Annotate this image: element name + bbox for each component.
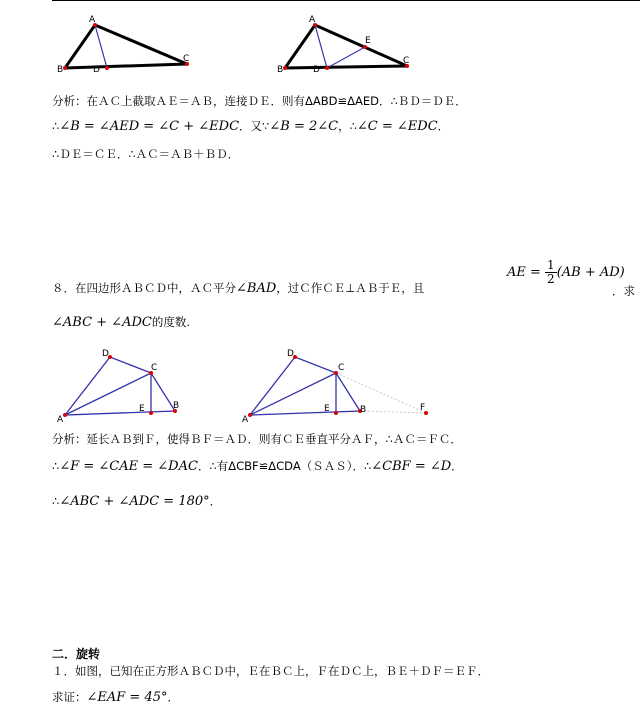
analysis1-line3: ∴ＤＥ＝ＣＥ．∴ＡＣ＝ＡＢ＋ＢＤ．	[52, 147, 240, 161]
label-c: C	[183, 54, 190, 64]
top-rule	[52, 0, 640, 1]
label-a: A	[242, 415, 249, 424]
label-d: D	[313, 65, 320, 75]
label-b: B	[360, 405, 367, 415]
label-e: E	[139, 404, 145, 414]
problem8-line2: ∠ABC + ∠ADC的度数.	[52, 315, 190, 330]
problem8-text: ８．在四边形ＡＢＣＤ中，ＡＣ平分∠BAD，过Ｃ作ＣＥ⊥ＡＢ于Ｅ，且	[52, 281, 425, 296]
analysis2-line1: 分析：延长ＡＢ到Ｆ，使得ＢＦ＝ＡＤ．则有ＣＥ垂直平分ＡＦ，∴ＡＣ＝ＦＣ．	[52, 432, 462, 446]
label-b: B	[173, 401, 180, 411]
label-b: B	[277, 65, 284, 75]
label-a: A	[57, 415, 64, 424]
label-d: D	[93, 65, 100, 75]
analysis2-line2: ∴∠F = ∠CAE = ∠DAC．∴有ΔCBF≌ΔCDA（ＳＡＳ）．∴∠CBF = ∠D．	[52, 459, 463, 474]
analysis1-line1: 分析：在ＡＣ上截取ＡＥ＝ＡＢ，连接ＤＥ．则有ΔABD≌ΔAED．∴ＢＤ＝ＤＥ．	[52, 94, 467, 108]
label-c: C	[403, 56, 410, 66]
label-a: A	[89, 15, 96, 25]
problem8-tail: ．求	[612, 284, 635, 298]
label-c: C	[338, 363, 345, 373]
label-d: D	[102, 349, 109, 359]
label-c: C	[151, 363, 158, 373]
label-d: D	[287, 349, 294, 359]
label-a: A	[309, 15, 316, 25]
problem8-formula: AE = $\frac{1}{2}$ (AB + AD)	[507, 258, 625, 286]
question-1: １．如图，已知在正方形ＡＢＣＤ中，Ｅ在ＢＣ上，Ｆ在ＤＣ上，ＢＥ＋ＤＦ＝ＥＦ．	[52, 664, 489, 678]
section-heading-rotation: 二．旋转	[52, 647, 101, 661]
label-e: E	[365, 36, 371, 46]
figure-triangle-abc-1	[55, 14, 205, 76]
analysis1-line2: ∴∠B = ∠AED = ∠C + ∠EDC．又∵∠B = 2∠C，∴∠C = ∠EDC．	[52, 119, 450, 134]
question-1-prove: 求证：∠EAF = 45°．	[52, 690, 179, 705]
figure-quadrilateral-extended	[240, 346, 440, 424]
label-f: F	[420, 403, 426, 413]
label-e: E	[324, 404, 330, 414]
figure-triangle-abc-2	[275, 14, 425, 76]
label-b: B	[57, 65, 64, 75]
figure-quadrilateral-abcd	[55, 346, 195, 424]
analysis2-line3: ∴∠ABC + ∠ADC = 180°．	[52, 494, 222, 509]
